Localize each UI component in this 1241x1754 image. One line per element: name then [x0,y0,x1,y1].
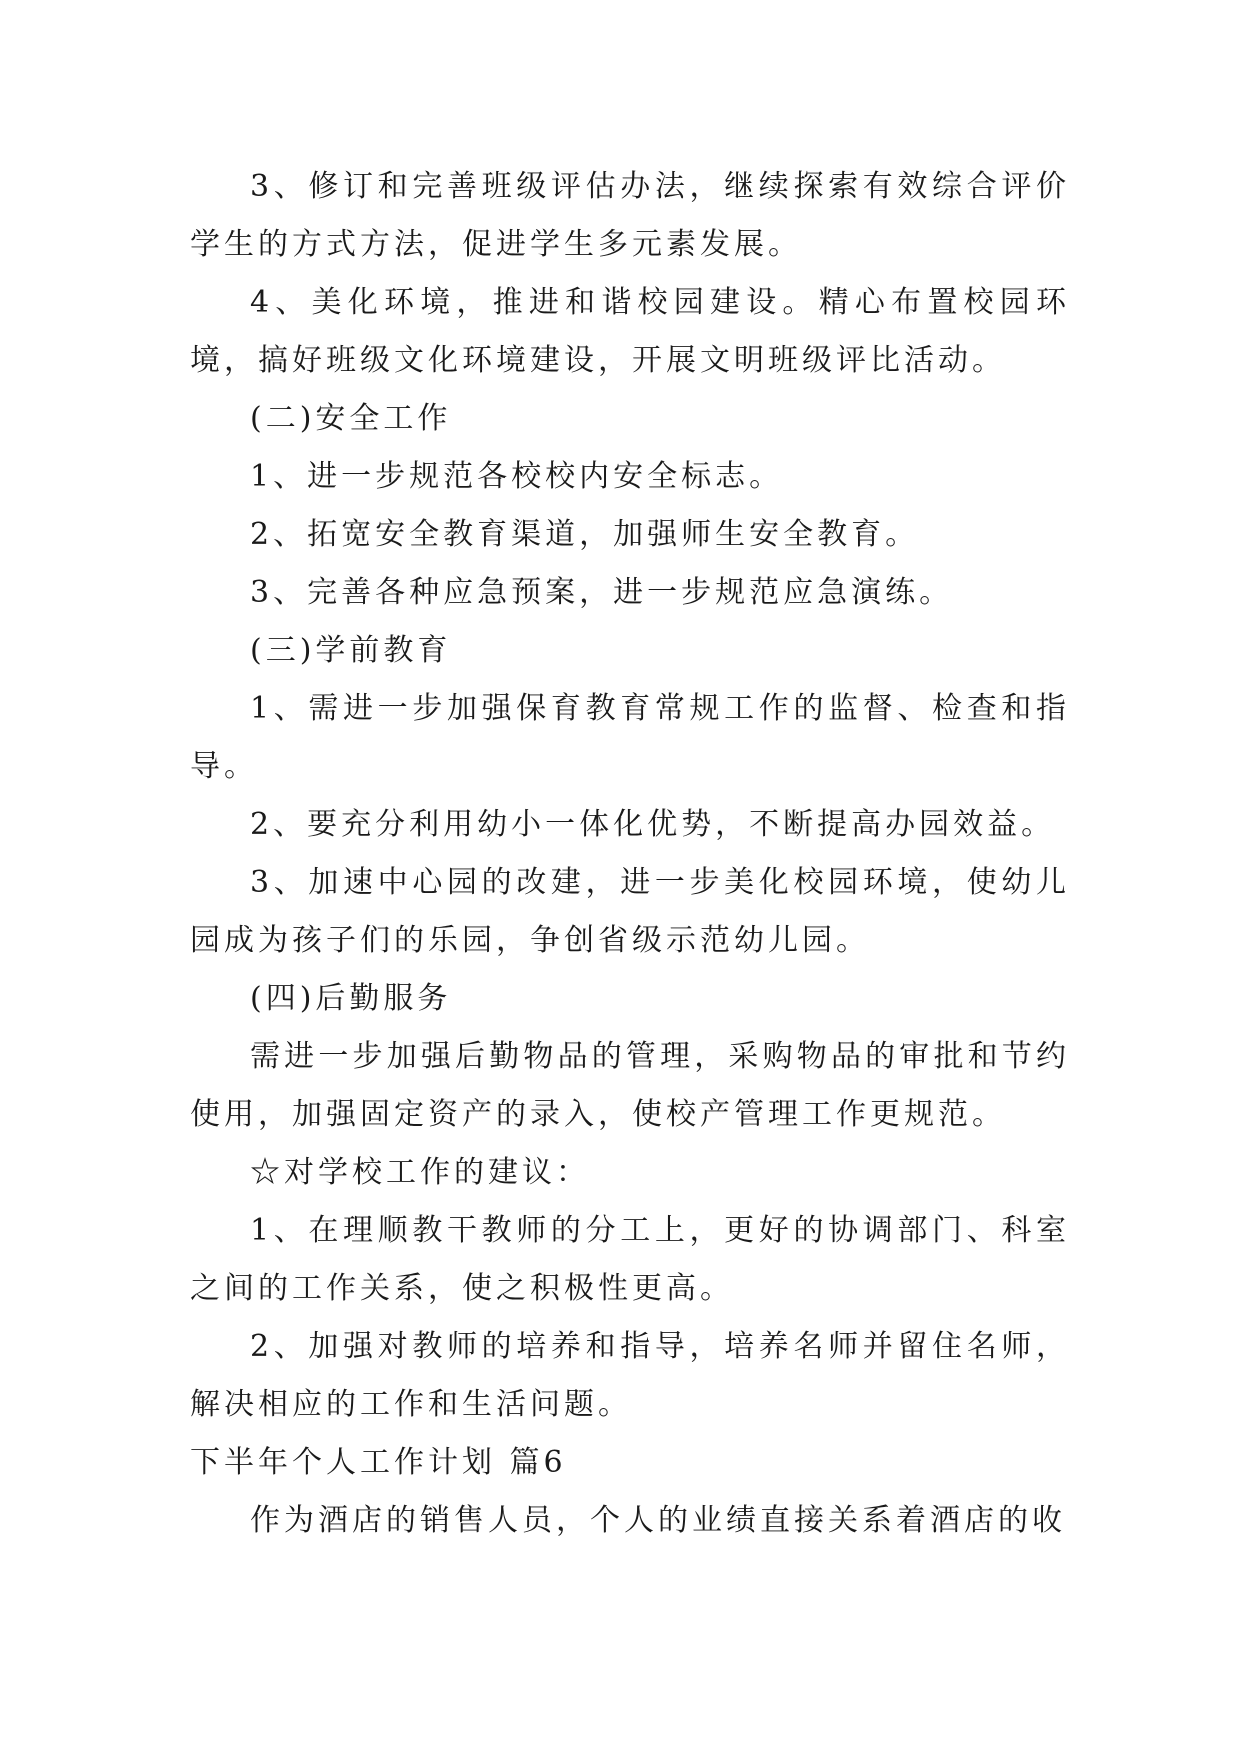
subsection-heading: (二)安全工作 [250,401,452,436]
subsection-heading: (三)学前教育 [250,633,452,668]
paragraph: 1、需进一步加强保育教育常规工作的监督、检查和指导。 [190,691,1070,784]
subsection-heading: (四)后勤服务 [250,981,452,1016]
paragraph: 需进一步加强后勤物品的管理，采购物品的审批和节约使用，加强固定资产的录入，使校产管理工作更规范。 [190,1039,1070,1132]
paragraph: 3、修订和完善班级评估办法，继续探索有效综合评价学生的方式方法，促进学生多元素发展。 [190,169,1070,262]
paragraph: 1、在理顺教干教师的分工上，更好的协调部门、科室之间的工作关系，使之积极性更高。 [190,1213,1070,1306]
paragraph: 4、美化环境，推进和谐校园建设。精心布置校园环境，搞好班级文化环境建设，开展文明班级评比活动。 [190,285,1070,378]
paragraph: 2、加强对教师的培养和指导，培养名师并留住名师，解决相应的工作和生活问题。 [190,1329,1070,1422]
document-body [190,158,1070,1550]
section-heading: 下半年个人工作计划 篇6 [190,1445,567,1480]
paragraph: ☆对学校工作的建议： [250,1155,590,1190]
paragraph: 1、进一步规范各校校内安全标志。 [250,459,784,494]
paragraph: 2、拓宽安全教育渠道，加强师生安全教育。 [250,517,920,552]
paragraph: 2、要充分利用幼小一体化优势，不断提高办园效益。 [250,807,1056,842]
paragraph: 3、完善各种应急预案，进一步规范应急演练。 [250,575,954,610]
paragraph: 作为酒店的销售人员，个人的业绩直接关系着酒店的收 [250,1503,1066,1538]
paragraph: 3、加速中心园的改建，进一步美化校园环境，使幼儿园成为孩子们的乐园，争创省级示范幼儿园。 [190,865,1070,958]
